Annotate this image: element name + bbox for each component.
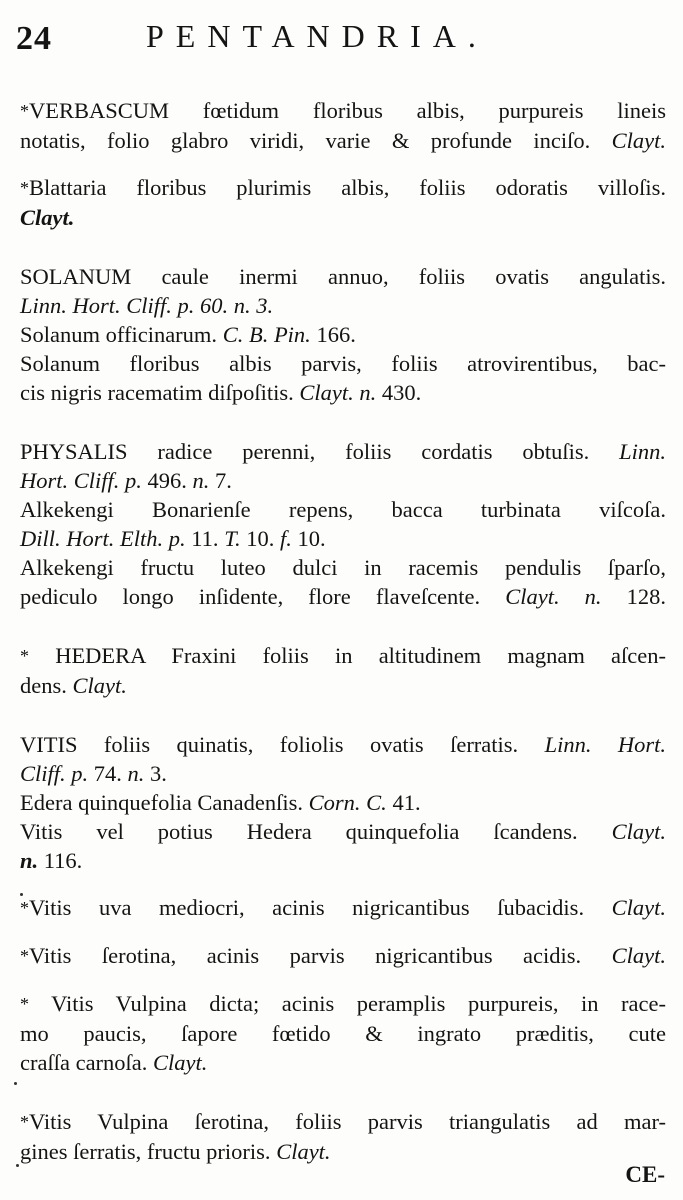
entry-line (20, 1107, 666, 1137)
text-run: Alkekengi fructu luteo dulci in racemis pendulis ſparſo, (20, 555, 666, 580)
text-run: Vitis uva mediocri, acinis nigricantibus ſubacidis. (29, 895, 612, 920)
running-head: PENTANDRIA. (146, 18, 488, 54)
entry (20, 1107, 666, 1166)
ink-speck (16, 1164, 19, 1167)
asterisk-mark: * (20, 178, 29, 198)
text-run: Solanum floribus albis parvis, foliis atrovirentibus, bac- (20, 351, 666, 376)
entry-line (20, 1048, 666, 1077)
text-run: 430. (376, 380, 422, 405)
text-run: gines ſerratis, fructu prioris. (20, 1139, 277, 1164)
entry (20, 941, 666, 971)
text-run: Linn. Hort. Cliff. p. 60. n. 3. (20, 293, 274, 318)
text-run: Clayt. (276, 1139, 331, 1164)
entry (20, 262, 666, 407)
text-run: 10. (291, 526, 326, 551)
text-run: Cliff. p. (20, 761, 89, 786)
text-run: mo paucis, ſapore fœtido & ingrato præditis, cute (20, 1021, 666, 1046)
text-run: f. (280, 526, 292, 551)
entry-line (20, 378, 666, 407)
ink-speck (14, 1082, 17, 1085)
text-run: Clayt. n. (299, 380, 377, 405)
text-run: 11. (185, 526, 225, 551)
text-run: 128. (601, 584, 667, 609)
entry-line (20, 893, 666, 923)
entry-line (20, 320, 666, 349)
text-run: Clayt. (611, 819, 666, 844)
text-run: 41. (386, 790, 421, 815)
entry-line (20, 846, 666, 875)
asterisk-mark: * (20, 946, 29, 966)
entry-line (20, 1019, 666, 1048)
text-run: Vitis ſerotina, acinis parvis nigricantibus acidis. (29, 943, 612, 968)
ink-speck (20, 893, 23, 896)
text-run: pediculo longo inſidente, flore flaveſcente. (20, 584, 506, 609)
entry-line (20, 817, 666, 846)
text-run: Clayt. (72, 673, 127, 698)
text-run: Clayt. n. (505, 584, 602, 609)
entry-line (20, 173, 666, 203)
entry-line (20, 349, 666, 378)
entry-line (20, 524, 666, 553)
entry (20, 989, 666, 1077)
entry (20, 173, 666, 232)
text-run: Blattaria floribus plurimis albis, foliis odoratis villoſis. (29, 175, 666, 200)
text-run: Clayt. (611, 895, 666, 920)
text-run: Hort. Cliff. p. (20, 468, 142, 493)
text-run: Clayt. (611, 943, 666, 968)
text-run: Corn. C. (308, 790, 387, 815)
text-run: Clayt. (153, 1050, 208, 1075)
entry-line (20, 671, 666, 700)
entry-line (20, 1137, 666, 1166)
entry-line (20, 582, 666, 611)
page-header (14, 14, 674, 58)
text-run: n. (127, 761, 145, 786)
entry-line (20, 941, 666, 971)
text-run: craſſa carnoſa. (20, 1050, 154, 1075)
text-run: 74. (88, 761, 128, 786)
text-run: dens. (20, 673, 73, 698)
text-run: Linn. Hort. (544, 732, 666, 757)
text-run: Alkekengi Bonarienſe repens, bacca turbinata viſcoſa. (20, 497, 666, 522)
text-run: VITIS foliis quinatis, foliolis ovatis ſerratis. (20, 732, 545, 757)
text-run: Edera quinquefolia Canadenſis. (20, 790, 309, 815)
text-run: Dill. Hort. Elth. p. (20, 526, 186, 551)
text-run: 166. (310, 322, 356, 347)
asterisk-mark: * (20, 646, 29, 666)
text-run: notatis, folio glabro viridi, varie & profunde inciſo. (20, 128, 612, 153)
entry-line (20, 730, 666, 759)
entry (20, 730, 666, 875)
entry-line (20, 759, 666, 788)
entry-line (20, 96, 666, 126)
text-run: 3. (144, 761, 167, 786)
text-run: Clayt. (611, 128, 666, 153)
text-run: Linn. (619, 439, 666, 464)
entry-line (20, 466, 666, 495)
text-run: Vitis vel potius Hedera quinquefolia ſcandens. (20, 819, 612, 844)
entry (20, 641, 666, 700)
entry-line (20, 641, 666, 671)
text-run: Clayt. (20, 205, 75, 230)
entry (20, 96, 666, 155)
entry-line (20, 203, 666, 232)
asterisk-mark: * (20, 898, 29, 918)
entries-list (20, 96, 666, 1166)
text-run: cis nigris racematim diſpoſitis. (20, 380, 300, 405)
text-run: PHYSALIS radice perenni, foliis cordatis obtuſis. (20, 439, 620, 464)
text-run: 7. (209, 468, 232, 493)
page-number: 24 (16, 20, 52, 57)
entry-line (20, 291, 666, 320)
text-run: 10. (240, 526, 281, 551)
text-run: Vitis Vulpina dicta; acinis peramplis purpureis, in race- (29, 991, 666, 1016)
text-run: 116. (38, 848, 83, 873)
text-run: C. B. Pin. (222, 322, 311, 347)
entry (20, 893, 666, 923)
entry (20, 437, 666, 611)
asterisk-mark: * (20, 994, 29, 1014)
text-run: 496. (141, 468, 193, 493)
text-run: SOLANUM caule inermi annuo, foliis ovatis angulatis. (20, 264, 666, 289)
text-run: T. (224, 526, 241, 551)
entry-line (20, 989, 666, 1019)
entry-line (20, 126, 666, 155)
entry-line (20, 788, 666, 817)
catchword: CE- (625, 1162, 665, 1187)
text-run: HEDERA Fraxini foliis in altitudinem magnam aſcen- (29, 643, 666, 668)
entry-line (20, 262, 666, 291)
entry-line (20, 437, 666, 466)
asterisk-mark: * (20, 1112, 29, 1132)
text-run: Vitis Vulpina ſerotina, foliis parvis triangulatis ad mar- (29, 1109, 666, 1134)
text-run: n. (20, 848, 39, 873)
entry-line (20, 495, 666, 524)
text-run: Solanum officinarum. (20, 322, 223, 347)
entry-line (20, 553, 666, 582)
text-run: n. (192, 468, 210, 493)
asterisk-mark: * (20, 101, 29, 121)
text-run: VERBASCUM fœtidum floribus albis, purpureis lineis (29, 98, 666, 123)
